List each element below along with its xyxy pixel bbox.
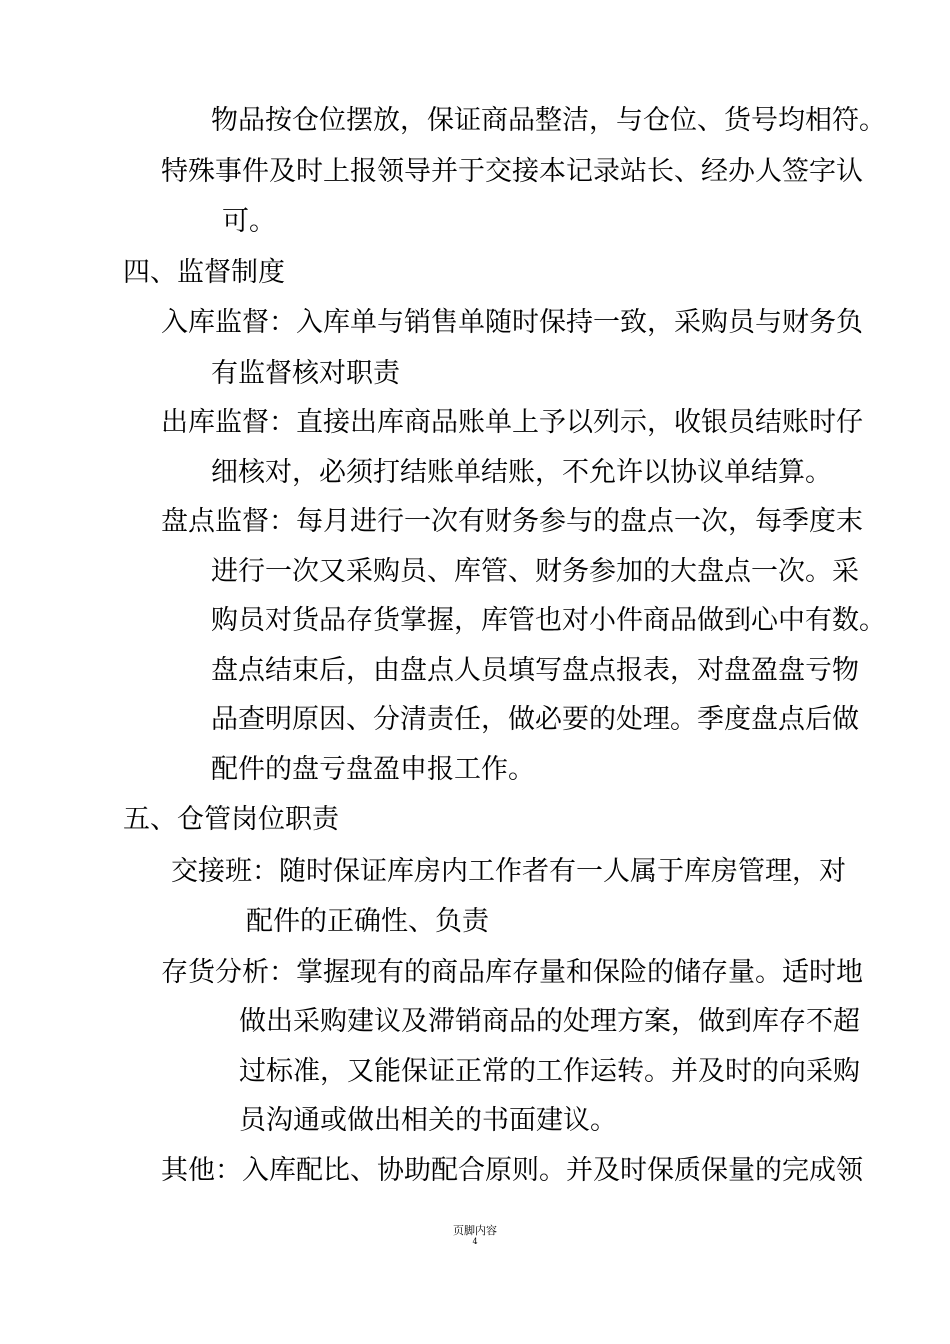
body-line: 交接班：随时保证库房内工作者有一人属于库房管理，对 xyxy=(171,856,846,887)
body-line: 盘点监督：每月进行一次有财务参与的盘点一次，每季度末 xyxy=(161,506,863,537)
body-line: 入库监督：入库单与销售单随时保持一致，采购员与财务负 xyxy=(161,307,863,338)
footer-label: 页脚内容 xyxy=(453,1224,497,1237)
body-line: 物品按仓位摆放，保证商品整洁，与仓位、货号均相符。 xyxy=(211,105,886,136)
section-heading: 五、仓管岗位职责 xyxy=(123,804,339,835)
page-number: 4 xyxy=(472,1237,478,1246)
section-heading: 四、监督制度 xyxy=(123,257,285,288)
body-line: 存货分析：掌握现有的商品库存量和保险的储存量。适时地 xyxy=(161,957,863,988)
body-line: 品查明原因、分清责任，做必要的处理。季度盘点后做 xyxy=(211,704,859,735)
body-line: 配件的盘亏盘盈申报工作。 xyxy=(211,754,535,785)
body-line: 进行一次又采购员、库管、财务参加的大盘点一次。采 xyxy=(211,556,859,587)
body-line: 做出采购建议及滞销商品的处理方案，做到库存不超 xyxy=(239,1006,860,1037)
body-line: 盘点结束后，由盘点人员填写盘点报表，对盘盈盘亏物 xyxy=(211,655,859,686)
body-line: 可。 xyxy=(222,206,276,237)
body-line: 其他：入库配比、协助配合原则。并及时保质保量的完成领 xyxy=(161,1155,863,1186)
body-line: 购员对货品存货掌握，库管也对小件商品做到心中有数。 xyxy=(211,605,886,636)
body-line: 配件的正确性、负责 xyxy=(246,906,489,937)
body-line: 出库监督：直接出库商品账单上予以列示，收银员结账时仔 xyxy=(161,407,863,438)
body-line: 员沟通或做出相关的书面建议。 xyxy=(239,1105,617,1136)
body-line: 细核对，必须打结账单结账，不允许以协议单结算。 xyxy=(211,457,832,488)
body-line: 过标准，又能保证正常的工作运转。并及时的向采购 xyxy=(239,1056,860,1087)
body-line: 特殊事件及时上报领导并于交接本记录站长、经办人签字认 xyxy=(161,156,863,187)
body-line: 有监督核对职责 xyxy=(211,358,400,389)
